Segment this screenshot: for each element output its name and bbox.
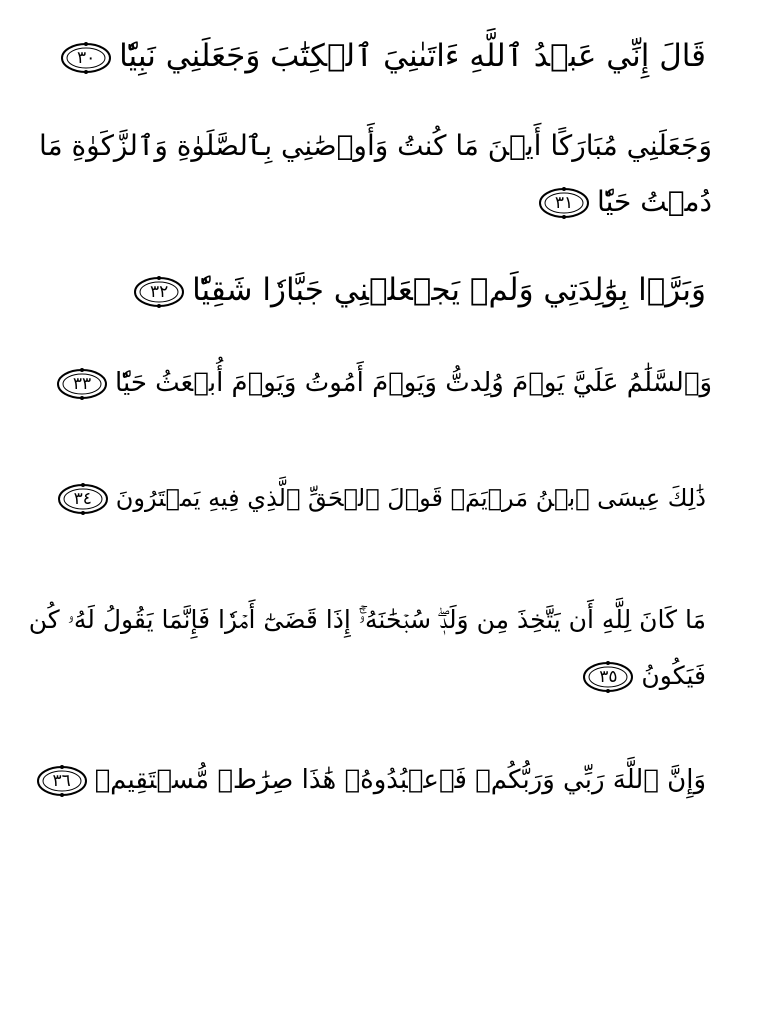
verse-text: فَيَكُونُ [641,661,706,690]
verse-text: دُمۡتُ حَيّٗا [597,185,712,218]
verse-end-marker [59,41,113,75]
verse-text: وَٱلسَّلَٰمُ عَلَيَّ يَوۡمَ وُلِدتُّ وَيَوۡمَ أَمُوتُ وَيَوۡمَ أُبۡعَثُ حَيّٗا [115,368,712,398]
verse-line [39,174,712,230]
verse-line [50,470,706,526]
verse-line: وَجَعَلَنِي مُبَارَكًا أَيۡنَ مَا كُنتُ وَأَوۡصَٰنِي بِٱلصَّلَوٰةِ وَٱلزَّكَوٰةِ مَا [39,129,712,162]
verse-end-marker [132,275,186,309]
verse-32 [126,262,706,318]
verse-line [53,28,706,84]
verse-line: مَا كَانَ لِلَّهِ أَن يَتَّخِذَ مِن وَلَدٖۖ سُبۡحَٰنَهُۥٓۚ إِذَا قَضَىٰٓ أَمۡرٗا فَإِنَّمَا يَقُولُ لَهُۥ كُن [28,605,706,634]
verse-number: ٣٦ [52,770,71,791]
verse-end-marker [55,367,109,401]
verse-number: ٣١ [554,193,574,213]
verse-text: قَالَ إِنِّي عَبۡدُ ٱللَّهِ ءَاتَىٰنِيَ ٱلۡكِتَٰبَ وَجَعَلَنِي نَبِيّٗا [119,38,706,74]
verse-number: ٣٥ [599,667,618,687]
verse-end-marker [581,660,635,694]
verse-end-marker [537,186,591,220]
verse-line [29,648,706,704]
verse-36 [29,752,706,808]
verse-number: ٣٢ [149,281,169,302]
verse-number: ٣٣ [72,373,92,394]
verse-number: ٣٤ [73,489,92,509]
verse-line [49,355,712,411]
verse-end-marker [35,764,89,798]
verse-line [126,262,706,318]
verse-end-marker [56,482,110,516]
verse-33 [49,355,712,411]
verse-number: ٣٠ [76,47,96,68]
verse-text: ذَٰلِكَ عِيسَى ٱبۡنُ مَرۡيَمَۖ قَوۡلَ ٱلۡحَقِّ ٱلَّذِي فِيهِ يَمۡتَرُونَ [115,484,706,512]
verse-text: وَإِنَّ ٱللَّهَ رَبِّي وَرَبُّكُمۡ فَٱعۡبُدُوهُۚ هَٰذَا صِرَٰطٞ مُّسۡتَقِيمٞ [94,765,706,795]
verse-34 [50,470,706,526]
verse-30 [53,28,706,84]
verse-text: وَبَرَّۢا بِوَٰلِدَتِي وَلَمۡ يَجۡعَلۡنِي جَبَّارٗا شَقِيّٗا [192,272,706,308]
verse-line [29,752,706,808]
verse-31 [39,118,712,230]
verse-35 [29,592,706,704]
